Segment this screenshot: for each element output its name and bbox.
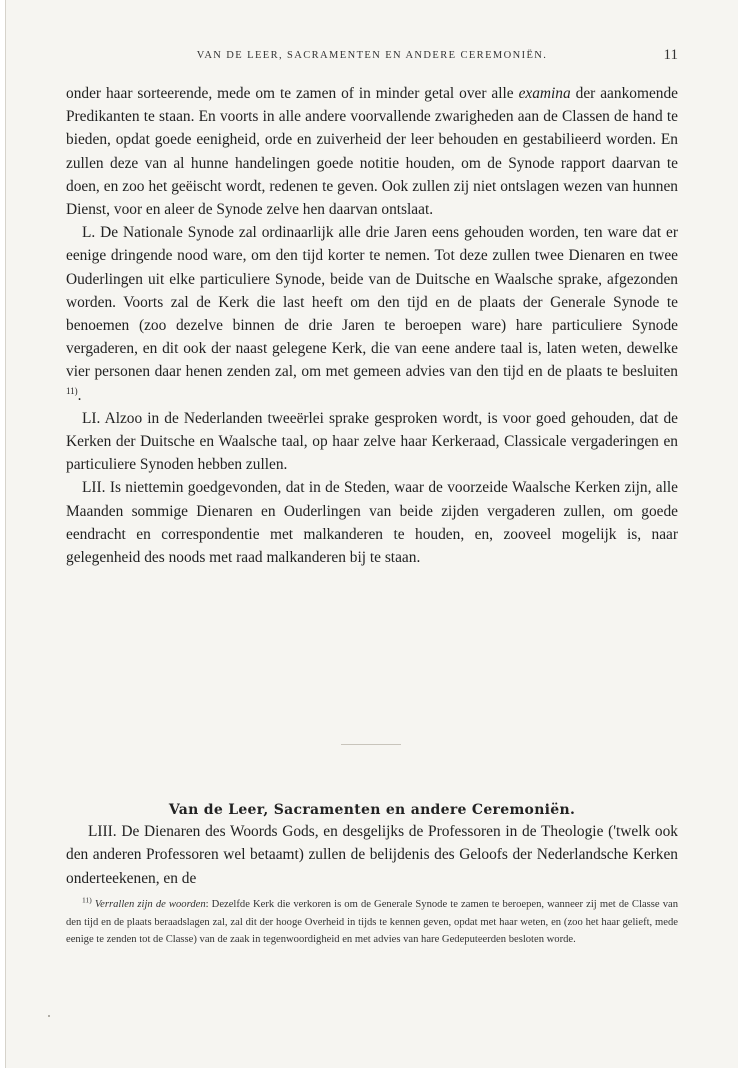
footnote-reference: 11) [66,385,78,396]
section-divider [341,744,401,745]
footnote-text [66,896,678,949]
article-LI: LI. Alzoo in de Nederlanden tweeërlei sprake gesproken wordt, is voor goed gehouden, dat de Kerken der Duitsche en Waalsche taal, op haar zelve haar Kerkeraad, Classicale vergaderingen en particuliere Synoden hebben zullen. [66,409,678,474]
section-heading: Van de Leer, Sacramenten en andere Ceremoniën. [168,802,576,818]
running-header [66,47,678,66]
paragraph-text: L. De Nationale Synode zal ordinaarlijk alle drie Jaren eens gehouden worden, ten ware dat er eenige dringende nood ware, om den tijd korter te nemen. Tot deze zullen twee Dienaren en twee Ouderlingen uit elke particuliere Synode, beide van de Duitsche en Waalsche sprake, afgezonden worden. Voorts zal de Kerk die last heeft om den tijd en de plaats der Generale Synode te benoemen (zoo dezelve binnen de drie Jaren te beroepen ware) hare particuliere Synode vergaderen, en dit ook der naast gelegene Kerk, die van eene andere taal is, laten weten, dewelke vier personen daar henen zenden zal, om met gemeen advies van den tijd en de plaats te besluiten [66,224,678,381]
paragraph-text: der aankomende Predikanten te staan. En voorts in alle andere voorvallende zwarigheden aan de Classen de hand te bieden, opdat goede eenigheid, orde en zuiverheid der leer behouden en gestabilieerd worden. En zullen deze van al hunne handelingen goede notitie houden, om de Synode rapport daarvan te doen, en zoo het geëischt wordt, redenen te geven. Ook zullen zij niet ontslagen wezen van hunnen Dienst, voor en aleer de Synode zelve hen daarvan ontslaat. [66,85,678,219]
article-LII: LII. Is niettemin goedgevonden, dat in de Steden, waar de voorzeide Waalsche Kerken zijn, alle Maanden sommige Dienaren en Ouderlingen van beide zijden vergaderen zullen, om goede eendracht en correspondentie met malkanderen te houden, en, zooveel mogelijk is, naar gelegenheid des noods met raad malkanderen bij te staan. [66,479,678,567]
article-LIII: LIII. De Dienaren des Woords Gods, en desgelijks de Professoren in de Theologie ('twelk ook den anderen Professoren wel betaamt) zullen de belijdenis des Geloofs der Nederlandsche Kerken onderteekenen, en de [66,823,678,887]
footnote-italic: Verrallen zijn de woorden [94,899,206,910]
book-page [5,0,738,1068]
body-text [66,82,678,569]
italic-term: examina [518,85,571,102]
section-text [66,820,678,890]
paragraph-text: onder haar sorteerende, mede om te zamen of in minder getal over alle [66,85,519,102]
footnote [66,896,678,949]
paper-speck [48,1015,50,1017]
paragraph-end: . [77,386,82,404]
footnote-body: : Dezelfde Kerk die verkoren is om de Generale Synode te zamen te beroepen, wanneer zij met de Classe van den tijd en de plaats beraadslagen zal, zal dit der hooge Overheid in tijds te kennen geven, opdat met haar weten, en (zoo het haar gelieft, mede eenige te zenden tot de Classe) van de zaak in tegenwoordigheid en met advies van hare Gedeputeerden besloten worde. [66,899,679,945]
paragraph-continuation [66,82,678,221]
running-title: VAN DE LEER, SACRAMENTEN EN ANDERE CEREMONIËN. [196,50,548,61]
footnote-marker: 11) [82,895,92,905]
article-L [66,221,678,407]
page-number: 11 [663,47,678,63]
